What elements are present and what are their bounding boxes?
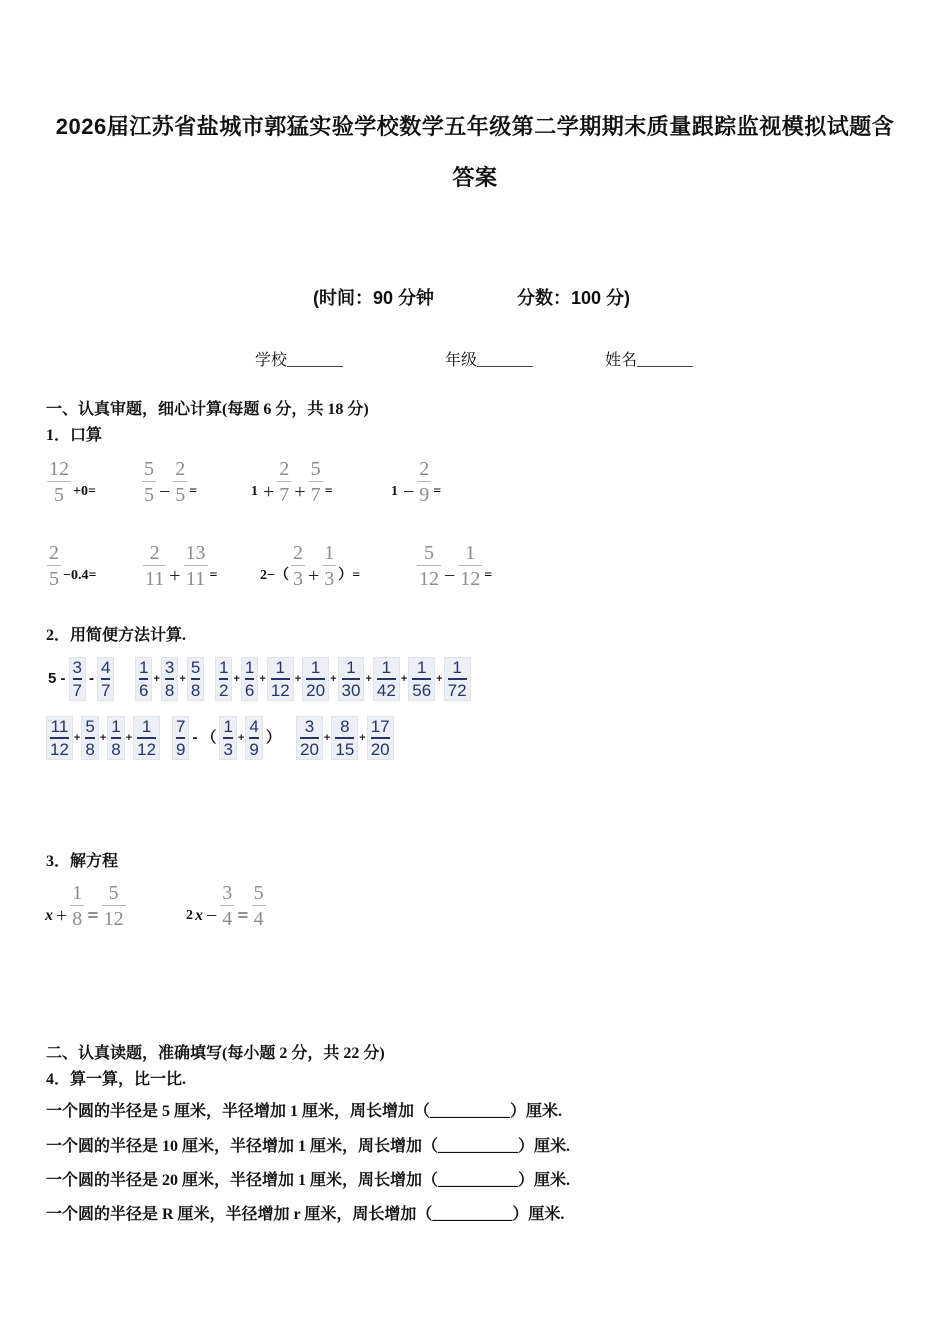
exam-score: 分数：100 分) [517, 288, 631, 308]
fraction-bar [335, 737, 354, 739]
numerator: 1 [324, 542, 335, 564]
grade-field: 年级_______ [445, 352, 534, 369]
fraction [184, 542, 208, 590]
fraction-bar [101, 678, 110, 680]
numerator: 8 [340, 717, 350, 736]
denominator: 9 [176, 740, 186, 759]
fraction-bar [111, 737, 120, 739]
question-2-label: 2．用简便方法计算. [46, 627, 187, 644]
numerator: 13 [185, 542, 206, 564]
denominator: 3 [223, 740, 233, 759]
numerator: 1 [141, 717, 152, 736]
expression-text: = [189, 484, 198, 499]
fraction [47, 542, 61, 590]
expression-text: （ [201, 729, 217, 746]
fraction [135, 657, 152, 701]
school-field: 学校_______ [255, 352, 344, 369]
exam-time: (时间：90 分钟 [313, 288, 435, 308]
expression-text: −0.4= [63, 568, 97, 583]
fraction-bar [458, 565, 482, 566]
denominator: 9 [419, 484, 430, 506]
fraction-bar [139, 678, 148, 680]
fraction [309, 458, 323, 506]
numerator: 2 [419, 458, 430, 480]
fraction [296, 716, 323, 760]
denominator: 20 [300, 740, 319, 759]
operator: + [153, 673, 160, 685]
simplified-calc-expression [171, 716, 283, 760]
operator: + [259, 673, 266, 685]
simplified-calc-expression [295, 716, 395, 760]
denominator: 7 [100, 681, 111, 700]
fraction [302, 657, 329, 701]
operator: + [179, 673, 186, 685]
denominator: 3 [292, 568, 303, 590]
fraction [417, 458, 431, 506]
denominator: 8 [190, 681, 201, 700]
fraction-bar [271, 678, 290, 680]
fraction [107, 716, 124, 760]
fraction-bar [102, 905, 126, 906]
fraction-bar [300, 737, 319, 739]
numerator: 11 [50, 717, 69, 736]
operator: + [330, 673, 337, 685]
variable: x [45, 907, 53, 924]
denominator: 12 [103, 908, 124, 930]
numerator: 1 [452, 658, 462, 677]
denominator: 5 [175, 484, 186, 506]
operator: + [400, 673, 408, 685]
fraction [69, 657, 86, 701]
operator: + [365, 673, 372, 685]
numerator: 5 [424, 542, 434, 564]
fraction-bar [143, 565, 166, 566]
question-4-line: 一个圆的半径是 R 厘米，半径增加 r 厘米，周长增加（__________）厘米. [46, 1206, 565, 1223]
expression-text: - [88, 670, 94, 687]
operator: + [307, 565, 320, 587]
numerator: 7 [176, 717, 186, 736]
denominator: 5 [144, 484, 154, 506]
operator: = [87, 905, 99, 927]
denominator: 6 [244, 681, 255, 700]
fraction [331, 716, 358, 760]
numerator: 1 [465, 542, 476, 564]
fraction [291, 542, 305, 590]
operator: = [237, 905, 249, 927]
fraction-bar [50, 737, 69, 739]
section-1-heading: 一、认真审题，细心计算(每题 6 分，共 18 分) [46, 401, 369, 418]
expression-text: ） [265, 729, 281, 746]
fraction [70, 882, 84, 930]
equation-expression [45, 882, 126, 930]
denominator: 6 [139, 681, 149, 700]
fraction [46, 716, 73, 760]
expression-text: - [192, 729, 198, 746]
numerator: 1 [223, 717, 233, 736]
denominator: 72 [447, 681, 467, 700]
fraction [252, 882, 266, 930]
operator: + [125, 732, 133, 744]
fraction [373, 657, 400, 701]
denominator: 7 [310, 484, 321, 506]
section-2-heading: 二、认真读题，准确填写(每小题 2 分，共 22 分) [46, 1045, 385, 1062]
oral-calc-expression [389, 458, 443, 506]
denominator: 8 [85, 740, 95, 759]
operator: + [294, 481, 306, 503]
numerator: 3 [72, 658, 82, 677]
fraction [267, 657, 294, 701]
name-field: 姓名_______ [605, 352, 694, 369]
denominator: 7 [72, 681, 82, 700]
fraction-bar [342, 678, 361, 680]
numerator: 1 [111, 717, 121, 736]
fraction-bar [252, 905, 266, 906]
denominator: 12 [50, 740, 69, 759]
oral-calc-expression [47, 542, 98, 590]
fraction [143, 542, 166, 590]
expression-text: 1 [251, 484, 258, 499]
fraction [172, 716, 189, 760]
fraction [81, 716, 98, 760]
numerator: 1 [244, 658, 255, 677]
fraction-bar [277, 481, 291, 482]
fraction [417, 542, 441, 590]
question-4-line: 一个圆的半径是 10 厘米，半径增加 1 厘米，周长增加（__________）厘米. [46, 1138, 571, 1155]
fraction-bar [219, 678, 228, 680]
expression-text: 2 [186, 908, 193, 923]
title-line-2: 答案 [452, 165, 498, 190]
simplified-calc-expression [46, 657, 115, 701]
question-1-label: 1．口算 [46, 427, 103, 444]
denominator: 7 [279, 484, 290, 506]
fraction-bar [47, 481, 71, 482]
denominator: 30 [341, 681, 361, 700]
operator: + [323, 732, 331, 744]
fraction-bar [412, 678, 431, 680]
fraction [173, 458, 187, 506]
fraction-bar [220, 905, 234, 906]
numerator: 5 [253, 882, 264, 904]
denominator: 8 [111, 740, 121, 759]
fraction-bar [137, 737, 156, 739]
fraction [219, 716, 236, 760]
numerator: 4 [100, 658, 111, 677]
numerator: 3 [304, 717, 315, 736]
fraction-bar [291, 565, 305, 566]
fraction-bar [142, 481, 156, 482]
operator: + [237, 732, 245, 744]
fraction [245, 716, 262, 760]
numerator: 1 [275, 658, 285, 677]
operator: + [436, 673, 443, 685]
fraction [322, 542, 336, 590]
expression-text: = [433, 484, 442, 499]
operator: + [56, 905, 68, 927]
equation-expression [184, 882, 266, 930]
fraction-bar [165, 678, 174, 680]
numerator: 3 [164, 658, 175, 677]
oral-calc-expression [143, 542, 220, 590]
operator: + [294, 673, 302, 685]
title-line-1: 2026届江苏省盐城市郭猛实验学校数学五年级第二学期期末质量跟踪监视模拟试题含 [55, 114, 895, 139]
fraction-bar [377, 678, 396, 680]
fraction [142, 458, 156, 506]
question-4-label: 4．算一算，比一比. [46, 1071, 187, 1088]
numerator: 2 [279, 458, 290, 480]
expression-text: 2−（ [260, 568, 289, 583]
fraction-bar [47, 565, 61, 566]
fraction [133, 716, 160, 760]
expression-text: 1 [391, 484, 398, 499]
operator: + [169, 565, 181, 587]
denominator: 3 [324, 568, 335, 590]
numerator: 1 [310, 658, 321, 677]
denominator: 2 [219, 681, 229, 700]
numerator: 1 [72, 882, 83, 904]
fraction [97, 657, 114, 701]
expression-text: = [324, 484, 333, 499]
denominator: 9 [249, 740, 259, 759]
fraction-bar [176, 737, 185, 739]
simplified-calc-expression [214, 657, 472, 701]
numerator: 1 [346, 658, 356, 677]
fraction-bar [249, 737, 258, 739]
numerator: 5 [108, 882, 119, 904]
fraction-bar [245, 678, 254, 680]
numerator: 1 [219, 658, 229, 677]
numerator: 4 [249, 717, 259, 736]
denominator: 11 [145, 568, 165, 590]
numerator: 2 [175, 458, 186, 480]
simplified-calc-expression [134, 657, 205, 701]
fraction [444, 657, 471, 701]
numerator: 3 [222, 882, 233, 904]
denominator: 42 [376, 681, 396, 700]
numerator: 5 [310, 458, 321, 480]
operator: − [206, 905, 218, 927]
fraction-bar [309, 481, 323, 482]
operator: + [73, 732, 81, 744]
question-4-line: 一个圆的半径是 5 厘米，半径增加 1 厘米，周长增加（__________）厘米. [46, 1103, 563, 1120]
expression-text: ）= [338, 568, 361, 583]
operator: + [359, 732, 366, 744]
denominator: 8 [72, 908, 83, 930]
denominator: 20 [306, 681, 326, 700]
fraction-bar [184, 565, 208, 566]
denominator: 20 [370, 740, 390, 759]
denominator: 5 [49, 568, 59, 590]
fraction [220, 882, 234, 930]
denominator: 12 [270, 681, 290, 700]
fraction-bar [371, 737, 390, 739]
fraction [47, 458, 71, 506]
operator: + [263, 481, 275, 503]
numerator: 1 [381, 658, 392, 677]
variable: x [195, 907, 203, 924]
numerator: 2 [49, 542, 59, 564]
fraction-bar [306, 678, 325, 680]
fraction-bar [73, 678, 82, 680]
denominator: 12 [137, 740, 157, 759]
numerator: 1 [416, 658, 427, 677]
fraction-bar [417, 565, 441, 566]
fraction-bar [448, 678, 467, 680]
fraction [458, 542, 482, 590]
question-4-line: 一个圆的半径是 20 厘米，半径增加 1 厘米，周长增加（__________）厘米. [46, 1172, 571, 1189]
oral-calc-expression [142, 458, 199, 506]
numerator: 5 [144, 458, 154, 480]
denominator: 11 [185, 568, 206, 590]
fraction-bar [70, 905, 84, 906]
expression-text: = [209, 568, 218, 583]
operator: − [159, 481, 171, 503]
oral-calc-expression [47, 458, 98, 506]
fraction-bar [173, 481, 187, 482]
simplified-calc-expression [45, 716, 161, 760]
fraction [241, 657, 258, 701]
fraction [338, 657, 365, 701]
fraction-bar [417, 481, 431, 482]
denominator: 8 [164, 681, 175, 700]
fraction-bar [85, 737, 94, 739]
numerator: 2 [149, 542, 160, 564]
operator: − [444, 565, 456, 587]
denominator: 4 [222, 908, 233, 930]
expression-text: +0= [73, 484, 96, 499]
fraction-bar [191, 678, 200, 680]
numerator: 5 [190, 658, 201, 677]
fraction-bar [322, 565, 336, 566]
oral-calc-expression [249, 458, 335, 506]
fraction-bar [223, 737, 232, 739]
question-3-label: 3．解方程 [46, 853, 119, 870]
fraction [187, 657, 204, 701]
oral-calc-expression [258, 542, 362, 590]
denominator: 4 [253, 908, 264, 930]
fraction [161, 657, 178, 701]
fraction [367, 716, 394, 760]
operator: − [403, 481, 415, 503]
operator: + [233, 673, 240, 685]
fraction [102, 882, 126, 930]
numerator: 17 [370, 717, 390, 736]
denominator: 5 [54, 484, 64, 506]
fraction [408, 657, 435, 701]
numerator: 5 [85, 717, 95, 736]
numerator: 12 [49, 458, 69, 480]
denominator: 15 [335, 740, 355, 759]
oral-calc-expression [417, 542, 494, 590]
denominator: 12 [460, 568, 481, 590]
numerator: 1 [139, 658, 149, 677]
operator: + [99, 732, 107, 744]
expression-text: = [484, 568, 493, 583]
fraction [277, 458, 291, 506]
denominator: 56 [412, 681, 432, 700]
fraction [215, 657, 232, 701]
expression-text: 5 - [48, 670, 66, 687]
numerator: 2 [292, 542, 303, 564]
denominator: 12 [419, 568, 439, 590]
